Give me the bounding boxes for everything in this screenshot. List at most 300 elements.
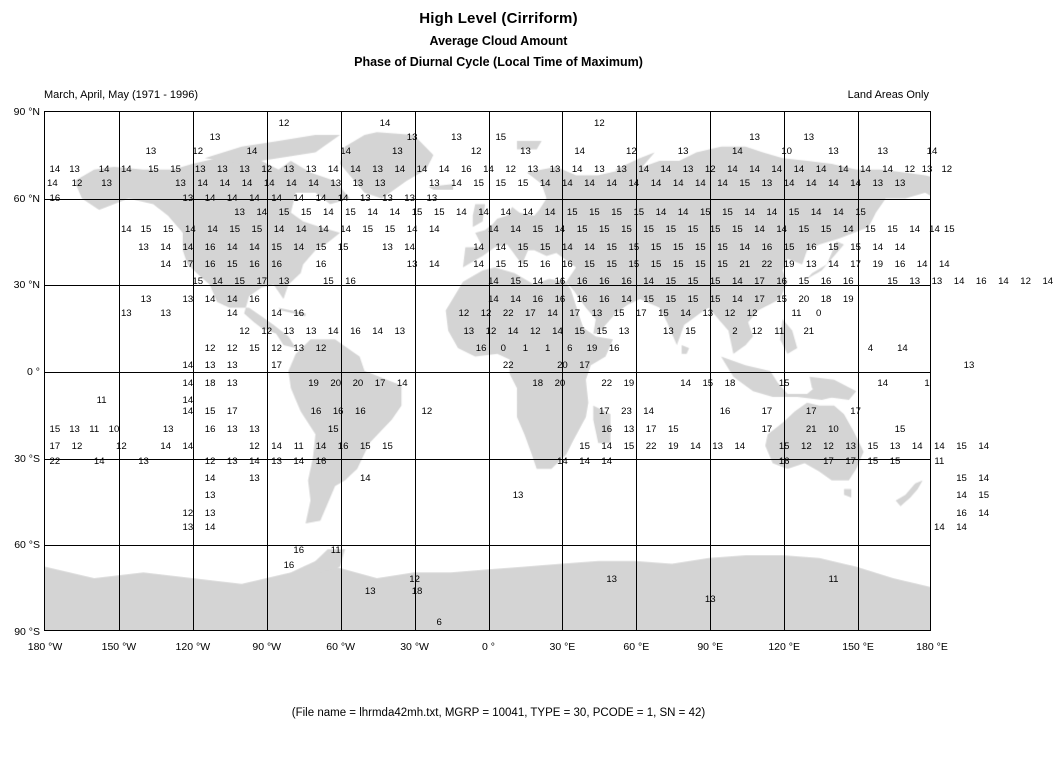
map-grid-value: 14 [956, 522, 967, 533]
map-grid-value: 14 [877, 377, 889, 389]
map-grid-value: 14 [507, 325, 519, 337]
map-grid-value: 15 [702, 377, 714, 389]
map-grid-value: 14 [120, 224, 132, 236]
map-grid-value: 20 [330, 377, 342, 389]
x-axis-tick-label: 30 °W [400, 641, 429, 653]
map-grid-value: 15 [783, 241, 795, 253]
map-grid-value: 15 [778, 441, 790, 453]
map-grid-value: 17 [182, 259, 194, 271]
map-grid-value: 14 [246, 146, 258, 158]
map-grid-value: 17 [579, 360, 590, 372]
map-grid-value: 0 [815, 308, 822, 320]
map-grid-value: 17 [271, 360, 282, 372]
map-grid-value: 16 [532, 293, 544, 305]
map-grid-value: 12 [505, 163, 517, 175]
map-grid-value: 15 [229, 224, 241, 236]
map-grid-value: 14 [456, 207, 467, 219]
map-grid-value: 13 [527, 163, 539, 175]
map-grid-value: 14 [488, 293, 499, 305]
map-grid-value: 15 [665, 293, 677, 305]
map-grid-value: 14 [182, 441, 194, 453]
map-grid-value: 14 [271, 308, 282, 320]
map-grid-value: 13 [894, 178, 906, 190]
map-grid-value: 16 [576, 276, 588, 288]
map-grid-value: 14 [367, 207, 379, 219]
map-grid-value: 15 [574, 325, 585, 337]
map-grid-value: 11 [293, 441, 304, 453]
map-grid-value: 15 [867, 455, 879, 467]
map-grid-value: 12 [485, 325, 497, 337]
map-grid-value: 13 [382, 192, 393, 204]
map-grid-value: 13 [162, 423, 174, 435]
map-grid-value: 17 [645, 423, 657, 435]
map-grid-value: 16 [598, 293, 610, 305]
gridline-vertical [267, 112, 268, 630]
map-grid-value: 13 [394, 325, 406, 337]
map-grid-value: 14 [672, 178, 684, 190]
map-grid-value: 17 [49, 441, 61, 453]
map-grid-value: 14 [308, 178, 319, 190]
map-grid-value: 13 [682, 163, 694, 175]
map-grid-value: 13 [204, 507, 216, 519]
map-grid-value: 16 [894, 259, 906, 271]
map-grid-value: 17 [823, 455, 834, 467]
map-grid-value: 14 [295, 224, 307, 236]
map-grid-value: 16 [475, 342, 487, 354]
map-grid-value: 14 [451, 178, 462, 190]
map-grid-value: 14 [428, 259, 440, 271]
x-axis-tick-label: 150 °W [101, 641, 137, 653]
map-grid-value: 19 [667, 441, 679, 453]
map-grid-value: 15 [204, 406, 216, 418]
map-grid-value: 14 [584, 178, 595, 190]
map-grid-value: 15 [148, 163, 159, 175]
map-grid-value: 14 [695, 178, 706, 190]
map-grid-value: 20 [554, 377, 566, 389]
map-grid-value: 15 [140, 224, 152, 236]
map-grid-value: 13 [520, 146, 531, 158]
map-grid-value: 14 [872, 241, 884, 253]
map-grid-value: 17 [850, 406, 861, 418]
map-grid-value: 14 [510, 293, 521, 305]
map-grid-value: 13 [426, 192, 438, 204]
gridline-horizontal [45, 372, 930, 373]
map-grid-value: 15 [865, 224, 876, 236]
map-grid-value: 16 [576, 293, 588, 305]
map-grid-value: 13 [204, 360, 216, 372]
map-grid-value: 15 [672, 259, 684, 271]
map-grid-value: 13 [704, 594, 716, 606]
map-grid-value: 14 [249, 241, 260, 253]
map-grid-value: 14 [47, 178, 58, 190]
map-grid-value: 14 [49, 163, 61, 175]
map-grid-value: 15 [517, 241, 529, 253]
map-grid-value: 16 [539, 259, 551, 271]
map-grid-value: 14 [860, 163, 871, 175]
map-grid-value: 13 [226, 455, 238, 467]
x-axis-tick-label: 180 °E [916, 641, 948, 653]
map-grid-value: 14 [850, 178, 861, 190]
map-grid-value: 19 [308, 377, 319, 389]
map-grid-value: 14 [271, 441, 282, 453]
map-grid-value: 16 [204, 241, 216, 253]
map-grid-value: 15 [658, 308, 669, 320]
x-axis-tick-label: 120 °E [768, 641, 800, 653]
period-label: March, April, May (1971 - 1996) [44, 89, 199, 101]
map-grid-value: 13 [69, 423, 80, 435]
map-grid-value: 13 [623, 423, 635, 435]
map-grid-value: 15 [359, 441, 371, 453]
map-grid-value: 14 [241, 178, 253, 190]
map-grid-value: 12 [626, 146, 637, 158]
map-grid-value: 15 [855, 207, 866, 219]
map-grid-value: 15 [695, 259, 706, 271]
map-grid-value: 14 [396, 377, 408, 389]
map-grid-value: 17 [569, 308, 581, 320]
map-grid-value: 13 [305, 163, 317, 175]
map-grid-value: 10 [828, 423, 839, 435]
map-grid-value: 10 [781, 146, 792, 158]
map-grid-value: 14 [810, 207, 822, 219]
map-grid-value: 16 [332, 406, 344, 418]
x-axis-tick-label: 180 °W [27, 641, 63, 653]
map-grid-value: 15 [606, 259, 618, 271]
map-grid-value: 15 [49, 423, 61, 435]
x-axis-tick-label: 0 ° [482, 641, 495, 653]
map-grid-value: 15 [739, 178, 751, 190]
map-grid-value: 15 [251, 224, 263, 236]
map-grid-value: 16 [249, 259, 260, 271]
map-grid-value: 16 [204, 259, 216, 271]
map-grid-value: 14 [197, 178, 209, 190]
map-grid-value: 21 [739, 259, 751, 271]
map-grid-value: 13 [138, 455, 149, 467]
map-grid-value: 14 [212, 276, 223, 288]
map-grid-value: 13 [217, 163, 228, 175]
map-grid-value: 13 [271, 455, 282, 467]
map-plot-area [13, 106, 1053, 653]
map-grid-value: 14 [428, 224, 440, 236]
map-grid-value: 13 [209, 132, 221, 143]
map-grid-value: 15 [315, 241, 327, 253]
map-grid-value: 1 [544, 342, 551, 354]
map-grid-value: 13 [364, 585, 376, 597]
map-grid-value: 16 [350, 325, 361, 337]
map-grid-value: 22 [502, 308, 514, 320]
map-grid-value: 13 [293, 342, 305, 354]
map-grid-value: 15 [978, 490, 990, 502]
map-grid-value: 14 [539, 178, 551, 190]
map-grid-value: 13 [749, 132, 760, 143]
map-grid-value: 14 [766, 207, 778, 219]
map-grid-value: 14 [327, 325, 339, 337]
map-grid-value: 14 [226, 308, 238, 320]
x-axis-tick-label: 60 °E [623, 641, 650, 653]
map-grid-value: 12 [315, 342, 327, 354]
map-grid-value: 14 [978, 472, 990, 484]
map-grid-value: 13 [249, 423, 260, 435]
map-grid-value: 14 [776, 224, 788, 236]
map-grid-value: 14 [226, 192, 238, 204]
map-grid-value: 14 [207, 224, 218, 236]
y-axis-tick-label: 60 °N [13, 192, 40, 205]
map-grid-value: 15 [820, 224, 832, 236]
map-grid-value: 14 [643, 406, 654, 418]
map-grid-value: 14 [815, 163, 827, 175]
map-grid-value: 14 [562, 178, 573, 190]
map-grid-value: 16 [842, 276, 854, 288]
map-grid-value: 13 [549, 163, 561, 175]
map-grid-value: 14 [732, 276, 743, 288]
map-grid-value: 15 [596, 325, 608, 337]
map-grid-value: 22 [49, 455, 61, 467]
map-grid-value: 15 [709, 224, 721, 236]
map-grid-value: 19 [783, 259, 795, 271]
map-grid-value: 15 [889, 455, 901, 467]
map-grid-value: 17 [598, 406, 610, 418]
map-grid-value: 12 [278, 117, 290, 129]
map-grid-value: 12 [249, 441, 260, 453]
map-grid-value: 14 [249, 192, 260, 204]
map-grid-value: 13 [120, 308, 132, 320]
map-grid-value: 14 [547, 308, 558, 320]
map-grid-value: 14 [882, 163, 893, 175]
map-grid-value: 13 [330, 178, 342, 190]
map-grid-value: 19 [872, 259, 884, 271]
map-grid-value: 15 [433, 207, 445, 219]
map-grid-value: 14 [438, 163, 450, 175]
map-grid-value: 20 [798, 293, 810, 305]
map-grid-value: 13 [594, 163, 605, 175]
map-grid-value: 14 [842, 224, 854, 236]
map-grid-value: 16 [805, 241, 817, 253]
y-axis-tick-label: 0 ° [27, 366, 40, 378]
map-grid-value: 22 [761, 259, 773, 271]
map-grid-value: 14 [340, 146, 351, 158]
map-grid-value: 15 [650, 241, 662, 253]
map-grid-value: 21 [803, 325, 815, 337]
map-grid-value: 13 [204, 490, 216, 502]
map-grid-value: 13 [69, 163, 80, 175]
map-grid-value: 12 [800, 441, 812, 453]
map-grid-value: 12 [470, 146, 482, 158]
map-grid-value: 14 [934, 522, 945, 533]
gridline-vertical [636, 112, 637, 630]
map-grid-value: 15 [887, 224, 898, 236]
map-grid-value: 14 [953, 276, 965, 288]
map-grid-value: 14 [978, 507, 990, 519]
map-grid-value: 14 [185, 224, 196, 236]
map-grid-value: 14 [601, 455, 613, 467]
map-grid-value: 13 [145, 146, 157, 158]
map-grid-value: 15 [613, 308, 625, 320]
map-grid-value: 14 [956, 490, 967, 502]
map-grid-value: 14 [926, 146, 938, 158]
map-grid-value: 16 [975, 276, 987, 288]
map-grid-value: 15 [643, 293, 654, 305]
map-grid-value: 12 [904, 163, 916, 175]
map-grid-value: 16 [249, 293, 260, 305]
map-grid-value: 13 [406, 132, 418, 143]
gridline-vertical [341, 112, 342, 630]
map-grid-value: 16 [761, 241, 773, 253]
map-grid-value: 14 [934, 441, 945, 453]
map-grid-value: 14 [601, 441, 613, 453]
map-grid-value: 13 [175, 178, 186, 190]
map-grid-value: 17 [761, 406, 773, 418]
map-grid-value: 16 [345, 276, 356, 288]
map-grid-value: 15 [271, 241, 282, 253]
map-grid-value: 15 [867, 441, 879, 453]
map-grid-value: 15 [628, 259, 640, 271]
map-grid-value: 16 [315, 455, 327, 467]
map-grid-value: 14 [650, 178, 662, 190]
map-grid-value: 13 [963, 360, 975, 372]
map-grid-value: 13 [428, 178, 440, 190]
map-grid-value: 15 [226, 259, 238, 271]
map-grid-value: 13 [845, 441, 857, 453]
map-grid-value: 14 [929, 224, 940, 236]
map-grid-value: 14 [660, 163, 672, 175]
map-grid-value: 14 [293, 241, 305, 253]
map-grid-value: 13 [283, 325, 295, 337]
map-grid-value: 13 [702, 308, 714, 320]
map-grid-value: 15 [687, 276, 699, 288]
map-grid-value: 15 [798, 224, 810, 236]
map-grid-value: 15 [887, 276, 898, 288]
map-grid-value: 13 [182, 192, 194, 204]
map-grid-value: 17 [525, 308, 536, 320]
map-grid-value: 14 [643, 276, 654, 288]
map-grid-value: 16 [315, 259, 327, 271]
map-grid-value: 17 [761, 423, 773, 435]
map-grid-value: 15 [170, 163, 181, 175]
map-grid-value: 14 [478, 207, 489, 219]
map-grid-value: 14 [606, 178, 618, 190]
map-grid-value: 14 [571, 163, 583, 175]
map-grid-value: 14 [473, 259, 484, 271]
map-grid-value: 15 [566, 207, 578, 219]
map-grid-value: 14 [483, 163, 494, 175]
map-grid-value: 14 [717, 178, 728, 190]
map-grid-value: 12 [409, 574, 420, 585]
map-grid-value: 15 [717, 241, 728, 253]
map-grid-value: 13 [616, 163, 627, 175]
map-grid-value: 15 [576, 224, 588, 236]
map-grid-value: 14 [680, 377, 691, 389]
map-grid-value: 13 [226, 360, 238, 372]
map-grid-value: 22 [601, 377, 613, 389]
map-grid-value: 11 [791, 308, 802, 320]
map-grid-value: 1 [924, 377, 930, 389]
map-grid-value: 13 [226, 423, 238, 435]
map-grid-value: 15 [495, 178, 507, 190]
map-grid-value: 10 [108, 423, 120, 435]
map-grid-value: 15 [589, 207, 600, 219]
map-grid-value: 15 [709, 293, 721, 305]
map-grid-value: 14 [323, 207, 334, 219]
map-grid-value: 2 [732, 325, 738, 337]
map-grid-value: 14 [544, 207, 556, 219]
map-grid-value: 14 [340, 224, 351, 236]
map-grid-value: 14 [579, 455, 590, 467]
map-grid-value: 13 [451, 132, 462, 143]
map-grid-value: 13 [352, 178, 364, 190]
map-grid-value: 13 [374, 178, 386, 190]
map-grid-value: 11 [828, 574, 839, 585]
map-grid-value: 13 [931, 276, 943, 288]
map-grid-value: 13 [606, 574, 618, 585]
map-grid-value: 15 [709, 276, 721, 288]
map-grid-value: 17 [754, 276, 765, 288]
map-grid-value: 13 [761, 178, 773, 190]
map-grid-value: 4 [867, 342, 874, 354]
world-map-landmass [45, 112, 930, 630]
map-grid-value: 14 [727, 163, 738, 175]
map-grid-value: 14 [488, 276, 499, 288]
map-grid-value: 14 [522, 207, 534, 219]
map-grid-value: 12 [226, 342, 238, 354]
map-grid-value: 13 [618, 325, 630, 337]
map-grid-value: 12 [704, 163, 716, 175]
map-grid-value: 14 [828, 178, 839, 190]
map-grid-value: 14 [286, 178, 297, 190]
map-grid-value: 13 [889, 441, 901, 453]
map-grid-value: 14 [562, 241, 573, 253]
map-grid-value: 14 [584, 241, 595, 253]
map-grid-value: 12 [751, 325, 763, 337]
map-grid-value: 15 [699, 207, 711, 219]
map-grid-value: 14 [552, 325, 563, 337]
map-grid-value: 14 [655, 207, 667, 219]
map-grid-value: 13 [239, 163, 250, 175]
map-grid-value: 15 [667, 423, 679, 435]
map-grid-value: 14 [739, 241, 751, 253]
map-grid-value: 14 [638, 163, 650, 175]
map-grid-value: 13 [921, 163, 933, 175]
map-grid-value: 13 [234, 207, 245, 219]
map-grid-value: 15 [539, 241, 551, 253]
map-grid-value: 12 [182, 507, 194, 519]
map-grid-value: 13 [226, 377, 238, 389]
map-grid-value: 14 [998, 276, 1009, 288]
map-grid-value: 12 [239, 325, 250, 337]
map-grid-value: 13 [712, 441, 723, 453]
map-grid-value: 14 [204, 522, 216, 533]
map-grid-value: 14 [897, 342, 908, 354]
gridline-vertical [415, 112, 416, 630]
x-axis-tick-label: 30 °E [549, 641, 576, 653]
map-grid-value: 16 [956, 507, 967, 519]
x-axis-tick-label: 120 °W [175, 641, 211, 653]
map-grid-value: 15 [732, 224, 743, 236]
map-grid-value: 14 [495, 241, 507, 253]
map-grid-value: 19 [842, 293, 854, 305]
map-grid-value: 13 [278, 276, 290, 288]
chart-subtitle: Average Cloud Amount [429, 34, 568, 48]
map-grid-value: 13 [101, 178, 112, 190]
gridline-vertical [784, 112, 785, 630]
map-grid-value: 14 [938, 259, 950, 271]
map-grid-value: 13 [372, 163, 383, 175]
map-grid-value: 14 [327, 163, 339, 175]
map-grid-value: 14 [771, 163, 783, 175]
map-grid-value: 15 [894, 423, 906, 435]
map-grid-value: 14 [416, 163, 428, 175]
map-grid-value: 14 [204, 472, 216, 484]
map-grid-value: 14 [557, 455, 568, 467]
map-grid-value: 15 [611, 207, 622, 219]
